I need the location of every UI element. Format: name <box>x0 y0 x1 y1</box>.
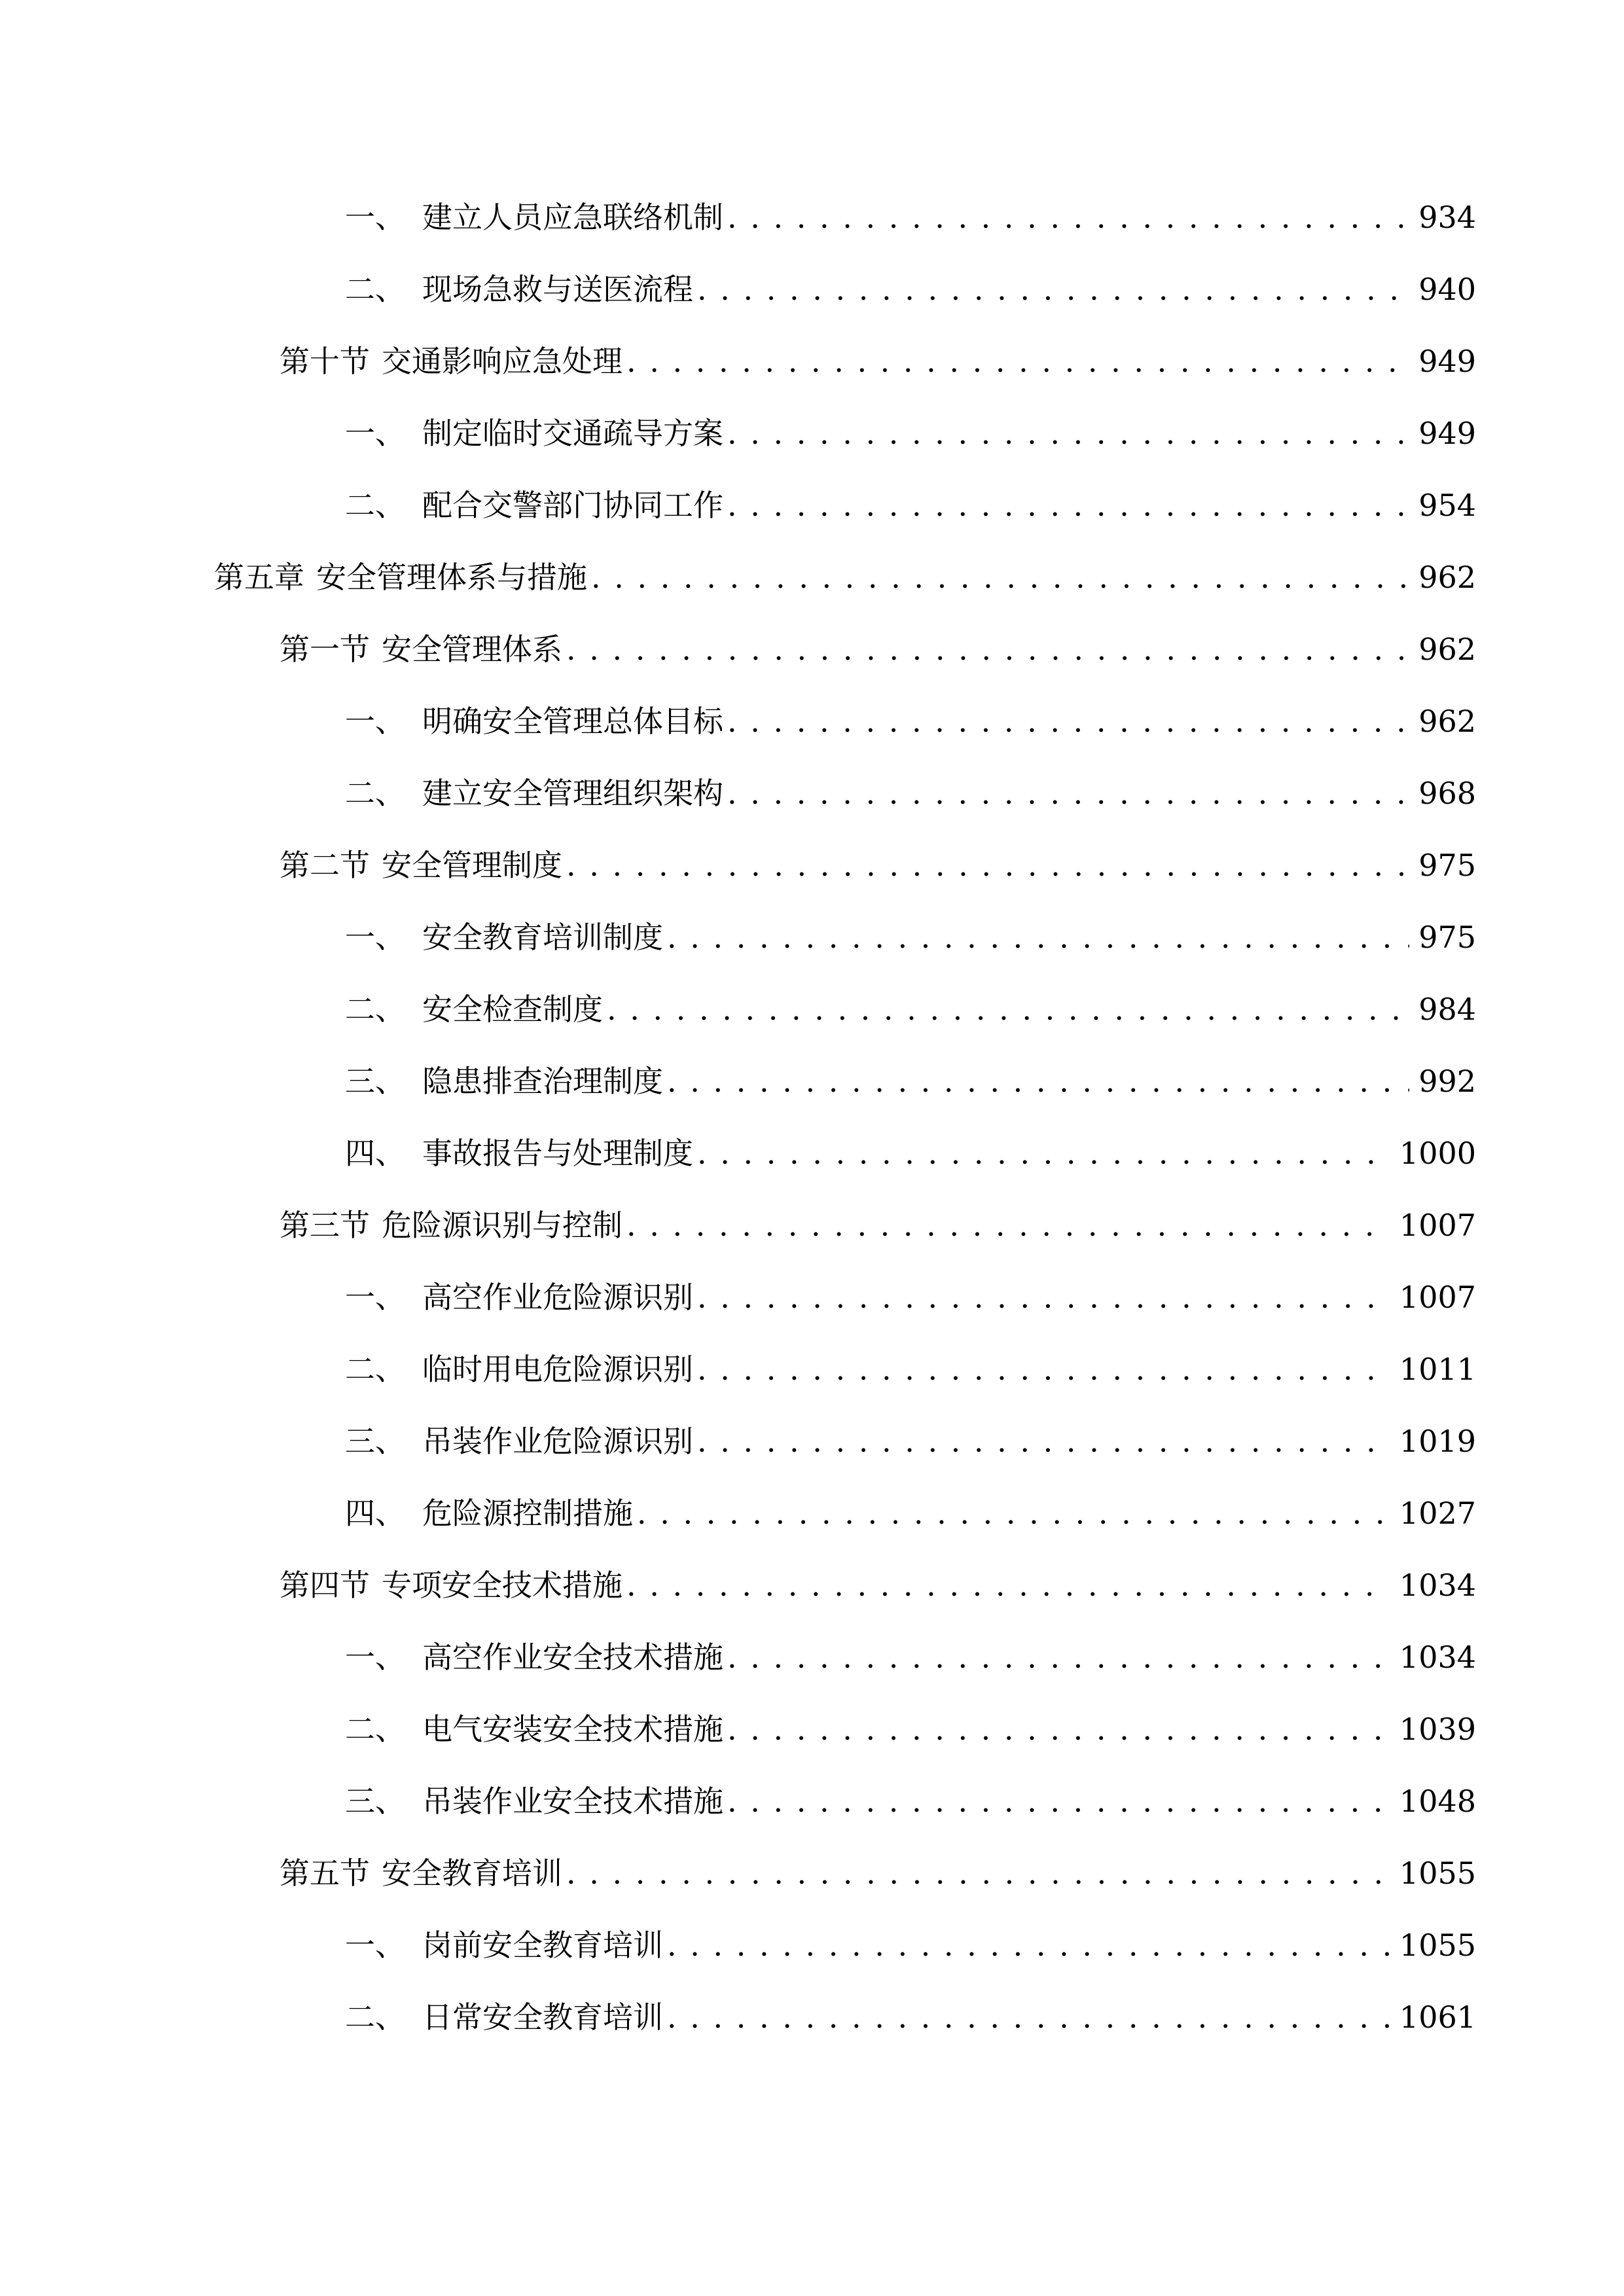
toc-entry-page-number: 1034 <box>1399 1568 1476 1603</box>
toc-entry[interactable] <box>345 1703 1476 1755</box>
toc-entry-number: 第五章 <box>214 560 304 595</box>
toc-entry-number: 二、 <box>345 488 405 523</box>
toc-entry-title: 建立安全管理组织架构 <box>422 776 723 811</box>
toc-dot-leader <box>727 695 1409 747</box>
toc-entry-title: 交通影响应急处理 <box>382 344 623 379</box>
toc-dot-leader <box>626 1199 1390 1251</box>
toc-entry-number: 二、 <box>345 2000 405 2035</box>
toc-dot-leader <box>566 1847 1390 1899</box>
toc-entry-page-number: 1011 <box>1399 1352 1476 1387</box>
toc-dot-leader <box>626 1559 1390 1611</box>
toc-entry-page-number: 1061 <box>1399 2000 1476 2035</box>
toc-dot-leader <box>637 1487 1390 1539</box>
toc-entry-title: 高空作业危险源识别 <box>422 1280 693 1315</box>
toc-entry-number: 一、 <box>345 1928 405 1963</box>
toc-entry[interactable] <box>345 767 1476 819</box>
toc-entry[interactable] <box>345 263 1476 315</box>
toc-entry[interactable] <box>280 1199 1476 1251</box>
toc-dot-leader <box>626 335 1409 387</box>
toc-entry[interactable] <box>280 1559 1476 1611</box>
toc-dot-leader <box>697 1415 1390 1467</box>
toc-entry-page-number: 949 <box>1418 416 1476 451</box>
toc-dot-leader <box>667 1919 1390 1971</box>
toc-entry-number: 一、 <box>345 1640 405 1675</box>
toc-entry-number: 二、 <box>345 776 405 811</box>
toc-entry-title: 制定临时交通疏导方案 <box>422 416 723 451</box>
toc-dot-leader <box>667 911 1409 963</box>
toc-entry[interactable] <box>345 407 1476 459</box>
toc-entry-page-number: 940 <box>1418 272 1476 307</box>
toc-entry[interactable] <box>345 1775 1476 1827</box>
toc-entry-page-number: 992 <box>1418 1064 1476 1099</box>
toc-entry-title: 隐患排查治理制度 <box>422 1064 663 1099</box>
toc-dot-leader <box>566 839 1409 891</box>
toc-entry[interactable] <box>345 1415 1476 1467</box>
toc-entry[interactable] <box>280 839 1476 891</box>
toc-entry[interactable] <box>345 1127 1476 1179</box>
toc-entry[interactable] <box>345 479 1476 531</box>
toc-dot-leader <box>727 1775 1390 1827</box>
toc-entry-page-number: 1055 <box>1399 1928 1476 1963</box>
toc-dot-leader <box>727 767 1409 819</box>
toc-entry-number: 一、 <box>345 704 405 739</box>
toc-entry-title: 明确安全管理总体目标 <box>422 704 723 739</box>
toc-entry-page-number: 975 <box>1418 848 1476 883</box>
toc-entry-page-number: 968 <box>1418 776 1476 811</box>
toc-entry-number: 第一节 <box>280 632 370 667</box>
toc-dot-leader <box>607 983 1409 1035</box>
toc-entry-number: 二、 <box>345 992 405 1027</box>
toc-entry[interactable] <box>345 695 1476 747</box>
toc-dot-leader <box>727 1631 1390 1683</box>
toc-dot-leader <box>566 623 1409 675</box>
toc-entry-title: 现场急救与送医流程 <box>422 272 693 307</box>
toc-entry-number: 第十节 <box>280 344 370 379</box>
toc-entry-title: 危险源识别与控制 <box>382 1208 623 1243</box>
toc-entry-number: 第二节 <box>280 848 370 883</box>
toc-entry-page-number: 962 <box>1418 704 1476 739</box>
toc-entry-page-number: 1034 <box>1399 1640 1476 1675</box>
toc-dot-leader <box>697 1271 1390 1323</box>
toc-entry-title: 安全教育培训 <box>382 1856 562 1891</box>
toc-entry-page-number: 984 <box>1418 992 1476 1027</box>
toc-entry-number: 一、 <box>345 1280 405 1315</box>
toc-entry-title: 临时用电危险源识别 <box>422 1352 693 1387</box>
toc-entry-number: 三、 <box>345 1784 405 1819</box>
toc-entry-title: 事故报告与处理制度 <box>422 1136 693 1171</box>
toc-dot-leader <box>727 407 1409 459</box>
toc-entry-title: 建立人员应急联络机制 <box>422 200 723 235</box>
toc-entry-title: 安全管理体系与措施 <box>316 560 587 595</box>
toc-entry-page-number: 1048 <box>1399 1784 1476 1819</box>
toc-entry[interactable] <box>345 983 1476 1035</box>
toc-entry-page-number: 1055 <box>1399 1856 1476 1891</box>
toc-entry-number: 二、 <box>345 1352 405 1387</box>
toc-entry[interactable] <box>345 1991 1476 2043</box>
toc-entry-number: 二、 <box>345 1712 405 1747</box>
toc-entry-number: 四、 <box>345 1496 405 1531</box>
toc-entry[interactable] <box>214 551 1476 603</box>
toc-entry[interactable] <box>345 1271 1476 1323</box>
toc-entry-number: 二、 <box>345 272 405 307</box>
toc-entry-title: 高空作业安全技术措施 <box>422 1640 723 1675</box>
toc-entry-title: 危险源控制措施 <box>422 1496 633 1531</box>
toc-entry-page-number: 949 <box>1418 344 1476 379</box>
toc-entry-title: 专项安全技术措施 <box>382 1568 623 1603</box>
toc-entry-title: 安全教育培训制度 <box>422 920 663 955</box>
toc-entry[interactable] <box>280 1847 1476 1899</box>
toc-entry-page-number: 1007 <box>1399 1280 1476 1315</box>
toc-entry[interactable] <box>345 1631 1476 1683</box>
toc-entry-number: 四、 <box>345 1136 405 1171</box>
toc-entry-title: 安全管理体系 <box>382 632 562 667</box>
toc-entry-number: 三、 <box>345 1424 405 1459</box>
toc-entry-number: 第三节 <box>280 1208 370 1243</box>
toc-dot-leader <box>697 263 1409 315</box>
toc-dot-leader <box>697 1343 1390 1395</box>
toc-entry-page-number: 1039 <box>1399 1712 1476 1747</box>
toc-entry[interactable] <box>345 1343 1476 1395</box>
toc-entry[interactable] <box>345 911 1476 963</box>
toc-entry-number: 一、 <box>345 920 405 955</box>
toc-entry-title: 配合交警部门协同工作 <box>422 488 723 523</box>
toc-entry-title: 吊装作业安全技术措施 <box>422 1784 723 1819</box>
toc-entry[interactable] <box>280 335 1476 387</box>
toc-entry[interactable] <box>345 191 1476 243</box>
toc-entry-number: 第四节 <box>280 1568 370 1603</box>
toc-entry-title: 吊装作业危险源识别 <box>422 1424 693 1459</box>
toc-dot-leader <box>667 1991 1390 2043</box>
toc-entry-title: 岗前安全教育培训 <box>422 1928 663 1963</box>
toc-dot-leader <box>697 1127 1390 1179</box>
toc-entry-number: 三、 <box>345 1064 405 1099</box>
toc-entry[interactable] <box>345 1487 1476 1539</box>
toc-entry-page-number: 1019 <box>1399 1424 1476 1459</box>
toc-entry-title: 安全管理制度 <box>382 848 562 883</box>
toc-dot-leader <box>667 1055 1409 1107</box>
toc-entry-page-number: 1007 <box>1399 1208 1476 1243</box>
toc-entry-page-number: 954 <box>1418 488 1476 523</box>
toc-entry-page-number: 1027 <box>1399 1496 1476 1531</box>
toc-entry-title: 日常安全教育培训 <box>422 2000 663 2035</box>
toc-entry-page-number: 975 <box>1418 920 1476 955</box>
toc-entry-page-number: 962 <box>1418 560 1476 595</box>
toc-dot-leader <box>727 1703 1390 1755</box>
toc-entry[interactable] <box>345 1919 1476 1971</box>
toc-dot-leader <box>727 191 1409 243</box>
toc-entry-title: 安全检查制度 <box>422 992 603 1027</box>
toc-entry-page-number: 962 <box>1418 632 1476 667</box>
toc-entry[interactable] <box>280 623 1476 675</box>
toc-entry-number: 第五节 <box>280 1856 370 1891</box>
toc-dot-leader <box>727 479 1409 531</box>
toc-entry-page-number: 1000 <box>1399 1136 1476 1171</box>
toc-entry[interactable] <box>345 1055 1476 1107</box>
toc-entry-page-number: 934 <box>1418 200 1476 235</box>
toc-entry-number: 一、 <box>345 416 405 451</box>
toc-entry-title: 电气安装安全技术措施 <box>422 1712 723 1747</box>
toc-entry-number: 一、 <box>345 200 405 235</box>
toc-dot-leader <box>591 551 1409 603</box>
